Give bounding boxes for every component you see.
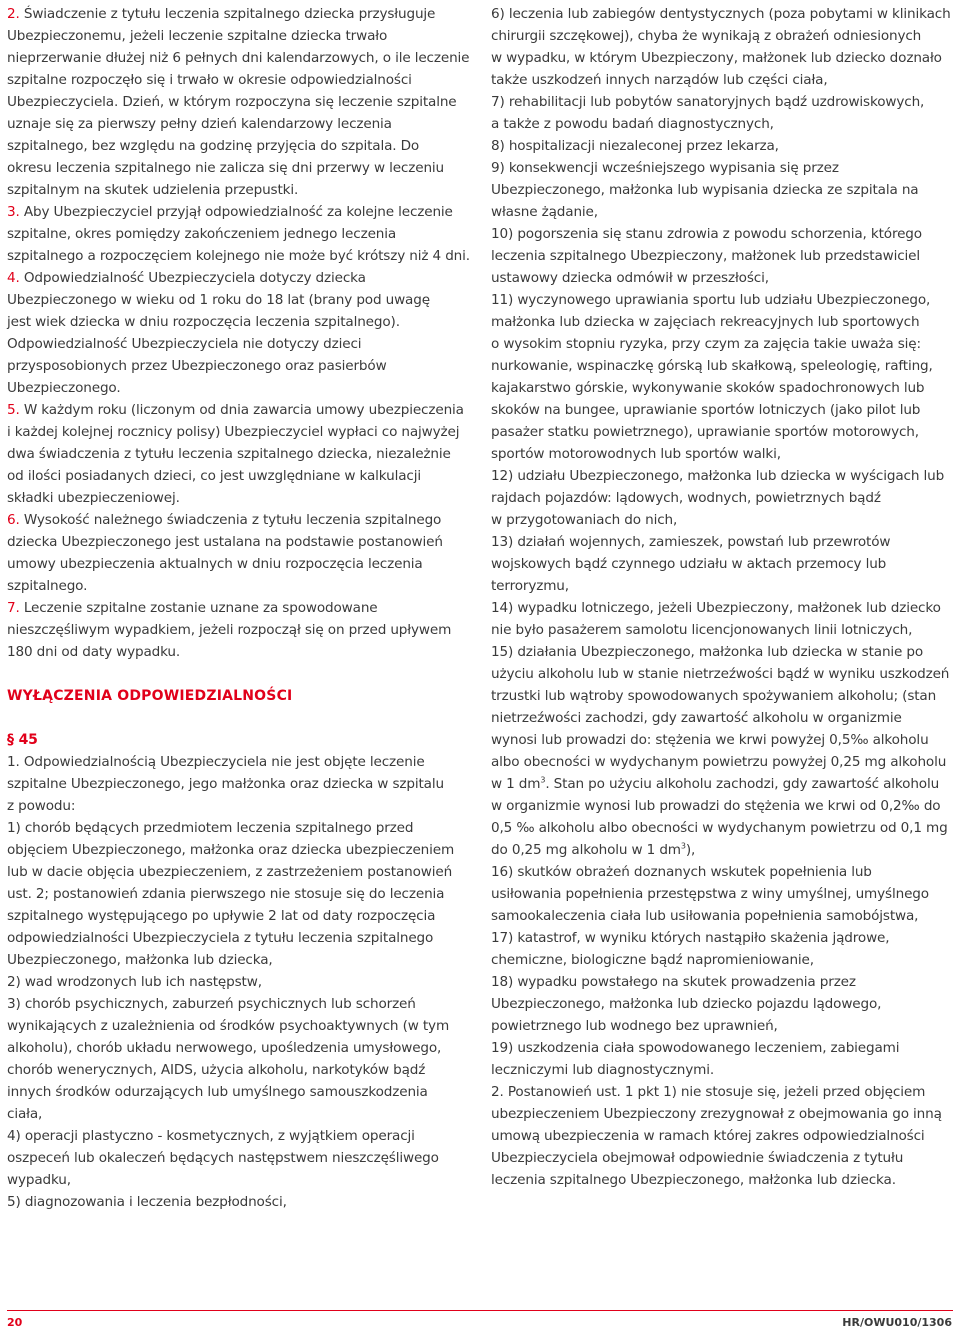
text-line: samookaleczenia ciała lub usiłowania popełnienia samobójstwa, — [491, 908, 919, 924]
superscript: 3 — [680, 841, 686, 851]
text-line: skoków na bungee, uprawianie sportów lotniczych (jako pilot lub — [491, 402, 921, 418]
text-line: także uszkodzeń innych narządów lub części ciała, — [491, 72, 828, 88]
left-column — [7, 3, 472, 1213]
text-line: Ubezpieczyciela. Dzień, w którym rozpoczyna się leczenie szpitalne — [7, 94, 457, 110]
text-line: ustawowy dziecka odmówił w przeszłości, — [491, 270, 769, 286]
text-line: Ubezpieczonego, małżonka lub dziecko pojazdu lądowego, — [491, 996, 882, 1012]
text-line: 6) leczenia lub zabiegów dentystycznych (poza pobytami w klinikach — [491, 6, 951, 22]
text-line: od ilości posiadanych dzieci, co jest uwzględniane w kalkulacji — [7, 468, 421, 484]
paragraph-number: 6. — [7, 512, 24, 528]
text-line: 18) wypadku powstałego na skutek prowadzenia przez — [491, 974, 856, 990]
text-line: leczenia szpitalnego Ubezpieczonego, małżonka lub dziecka. — [491, 1172, 896, 1188]
text-line: kajakarstwo górskie, wykonywanie skoków spadochronowych lub — [491, 380, 925, 396]
text-line: nie było pasażerem samolotu licencjonowanych linii lotniczych, — [491, 622, 913, 638]
text-line: 1) chorób będących przedmiotem leczenia szpitalnego przed — [7, 820, 414, 836]
text-line: ubezpieczeniem Ubezpieczony zrezygnował z obejmowania go inną — [491, 1106, 942, 1122]
text-line: trzustki lub wątroby spowodowanych spożywaniem alkoholu; (stan — [491, 688, 937, 704]
text-line: 13) działań wojennych, zamieszek, powstań lub przewrotów — [491, 534, 891, 550]
footer-rule — [7, 1310, 953, 1311]
text-line: 15) działania Ubezpieczonego, małżonka lub dziecka w stanie po — [491, 644, 924, 660]
text-line: Ubezpieczonego, małżonka lub dziecka, — [7, 952, 273, 968]
text-line: wojskowych bądź czynnego udziału w aktach przemocy lub — [491, 556, 887, 572]
spacer — [7, 663, 472, 685]
text-line: składki ubezpieczeniowej. — [7, 490, 180, 506]
text-line: 11) wyczynowego uprawiania sportu lub udziału Ubezpieczonego, — [491, 292, 931, 308]
text-line: 14) wypadku lotniczego, jeżeli Ubezpieczony, małżonek lub dziecko — [491, 600, 941, 616]
text-line: własne żądanie, — [491, 204, 598, 220]
text-line: alkoholu), chorób układu nerwowego, upośledzenia umysłowego, — [7, 1040, 442, 1056]
text-line: 1. Odpowiedzialnością Ubezpieczyciela nie jest objęte leczenie — [7, 754, 425, 770]
text-line: Ubezpieczonego, małżonka lub wypisania dziecka ze szpitala na — [491, 182, 919, 198]
text-line: nurkowanie, wspinaczkę górską lub skałkową, speleologię, rafting, — [491, 358, 933, 374]
text-line: dwa świadczenia z tytułu leczenia szpitalnego dziecka, niezależnie — [7, 446, 451, 462]
text-line: w wypadku, w którym Ubezpieczony, małżonek lub dziecko doznało — [491, 50, 942, 66]
text-line: szpitalnego, bez względu na godzinę przyjęcia do szpitala. Do — [7, 138, 420, 154]
text-line: nietrzeźwości zachodzi, gdy zawartość alkoholu w organizmie — [491, 710, 902, 726]
text-line: Odpowiedzialność Ubezpieczyciela nie dotyczy dzieci — [7, 336, 362, 352]
text-line: chirurgii szczękowej), chyba że wynikają z obrażeń odniesionych — [491, 28, 922, 44]
text-line: Ubezpieczyciela obejmował odpowiednie świadczenia z tytułu — [491, 1150, 904, 1166]
text-line: 0,5 ‰ alkoholu albo obecności w wydychanym powietrzu od 0,1 mg — [491, 820, 948, 836]
text-line: 4. Odpowiedzialność Ubezpieczyciela dotyczy dziecka — [7, 270, 366, 286]
text-line: Ubezpieczonego. — [7, 380, 121, 396]
text-line: szpitalnego a rozpoczęciem kolejnego nie może być krótszy niż 4 dni. — [7, 248, 470, 264]
text-line: 7. Leczenie szpitalne zostanie uznane za spowodowane — [7, 600, 378, 616]
text-line: objęciem Ubezpieczonego, małżonka oraz dziecka ubezpieczeniem — [7, 842, 455, 858]
text-line: innych środków odurzających lub umyślnego samouszkodzenia — [7, 1084, 428, 1100]
text-line: wynikających z uzależnienia od środków psychoaktywnych (w tym — [7, 1018, 450, 1034]
text-line: i każdej kolejnej rocznicy polisy) Ubezpieczyciel wypłaci co najwyżej — [7, 424, 460, 440]
text-line: 9) konsekwencji wcześniejszego wypisania się przez — [491, 160, 839, 176]
text-line: szpitalne, okres pomiędzy zakończeniem jednego leczenia — [7, 226, 397, 242]
text-line: 19) uszkodzenia ciała spowodowanego leczeniem, zabiegami — [491, 1040, 900, 1056]
right-column — [491, 3, 956, 1191]
text-line: chorób wenerycznych, AIDS, użycia alkoholu, narkotyków bądź — [7, 1062, 426, 1078]
text-line: terroryzmu, — [491, 578, 569, 594]
text-line: rajdach pojazdów: lądowych, wodnych, powietrznych bądź — [491, 490, 881, 506]
spacer — [7, 707, 472, 729]
paragraph-number: 2. — [7, 6, 24, 22]
text-line: 3. Aby Ubezpieczyciel przyjął odpowiedzialność za kolejne leczenie — [7, 204, 453, 220]
text-line: dziecka Ubezpieczonego jest ustalana na podstawie postanowień — [7, 534, 443, 550]
text-line: nieprzerwanie dłużej niż 6 pełnych dni kalendarzowych, o ile leczenie — [7, 50, 470, 66]
text-line: szpitalnego. — [7, 578, 88, 594]
text-line: umową ubezpieczenia w ramach której zakres odpowiedzialności — [491, 1128, 925, 1144]
text-line: uznaje się za pierwszy pełny dzień kalendarzowy leczenia — [7, 116, 392, 132]
document-code: HR/OWU010/1306 — [842, 1316, 952, 1329]
text-line: 180 dni od daty wypadku. — [7, 644, 181, 660]
text-line: 5) diagnozowania i leczenia bezpłodności, — [7, 1194, 287, 1210]
text-line: 7) rehabilitacji lub pobytów sanatoryjnych bądź uzdrowiskowych, — [491, 94, 925, 110]
text-line: przysposobionych przez Ubezpieczonego oraz pasierbów — [7, 358, 387, 374]
text-line: chemiczne, biologiczne bądź napromieniowanie, — [491, 952, 814, 968]
text-line: odpowiedzialności Ubezpieczyciela z tytułu leczenia szpitalnego — [7, 930, 434, 946]
text-line: nieszczęśliwym wypadkiem, jeżeli rozpoczął się on przed upływem — [7, 622, 452, 638]
text-line: małżonka lub dziecka w zajęciach rekreacyjnych lub sportowych — [491, 314, 920, 330]
text-line: umowy ubezpieczenia aktualnych w dniu rozpoczęcia leczenia — [7, 556, 423, 572]
paragraph-number: 4. — [7, 270, 24, 286]
text-line: okresu leczenia szpitalnego nie zalicza się dni przerwy w leczeniu — [7, 160, 445, 176]
section-heading: WYŁĄCZENIA ODPOWIEDZIALNOŚCI — [7, 688, 293, 704]
text-line: 17) katastrof, w wyniku których nastąpiło skażenia jądrowe, — [491, 930, 890, 946]
text-line: lub w dacie objęcia ubezpieczeniem, z zastrzeżeniem postanowień — [7, 864, 453, 880]
paragraph-symbol: § 45 — [7, 732, 38, 748]
text-line: o wysokim stopniu ryzyka, przy czym za zajęcia takie uważa się: — [491, 336, 921, 352]
text-line: w organizmie wynosi lub prowadzi do stężenia we krwi od 0,2‰ do — [491, 798, 941, 814]
text-line: z powodu: — [7, 798, 76, 814]
text-line: szpitalne Ubezpieczonego, jego małżonka oraz dziecka w szpitalu — [7, 776, 444, 792]
text-line: szpitalnego występującego po upływie 2 lat od daty rozpoczęcia — [7, 908, 436, 924]
text-line: 6. Wysokość należnego świadczenia z tytułu leczenia szpitalnego — [7, 512, 442, 528]
paragraph-number: 5. — [7, 402, 24, 418]
text-line: 10) pogorszenia się stanu zdrowia z powodu schorzenia, którego — [491, 226, 922, 242]
text-line: szpitalne rozpoczęło się i trwało w okresie odpowiedzialności — [7, 72, 412, 88]
paragraph-number: 3. — [7, 204, 24, 220]
paragraph-number: 7. — [7, 600, 24, 616]
text-line: leczniczymi lub diagnostycznymi. — [491, 1062, 715, 1078]
text-line: 12) udziału Ubezpieczonego, małżonka lub dziecka w wyścigach lub — [491, 468, 945, 484]
text-line: 3) chorób psychicznych, zaburzeń psychicznych lub schorzeń — [7, 996, 416, 1012]
text-line: Ubezpieczonemu, jeżeli leczenie szpitalne dziecka trwało — [7, 28, 388, 44]
text-line: powietrznego lub wodnego bez uprawnień, — [491, 1018, 778, 1034]
text-line: leczenia szpitalnego Ubezpieczony, małżonek lub przedstawiciel — [491, 248, 921, 264]
text-line: w 1 $dm^3$. Stan po użyciu alkoholu zachodzi, gdy zawartość alkoholu — [491, 775, 940, 792]
page-number: 20 — [7, 1316, 23, 1329]
text-line: ciała, — [7, 1106, 43, 1122]
text-line: 8) hospitalizacji niezaleconej przez lekarza, — [491, 138, 779, 154]
text-line: jest wiek dziecka w dniu rozpoczęcia leczenia szpitalnego). — [7, 314, 400, 330]
text-line: a także z powodu badań diagnostycznych, — [491, 116, 774, 132]
text-line: 16) skutków obrażeń doznanych wskutek popełnienia lub — [491, 864, 872, 880]
text-line: albo obecności w wydychanym powietrzu powyżej 0,25 mg alkoholu — [491, 754, 947, 770]
text-line: pasażer statku powietrznego), uprawianie sportów motorowych, — [491, 424, 919, 440]
text-line: użyciu alkoholu lub w stanie nietrzeźwości bądź w wyniku uszkodzeń — [491, 666, 950, 682]
text-line: ust. 2; postanowień zdania pierwszego nie stosuje się do leczenia — [7, 886, 445, 902]
text-line: oszpeceń lub okaleczeń będących następstwem nieszczęśliwego — [7, 1150, 439, 1166]
text-line: 4) operacji plastyczno - kosmetycznych, z wyjątkiem operacji — [7, 1128, 415, 1144]
text-line: 2) wad wrodzonych lub ich następstw, — [7, 974, 262, 990]
text-line: 5. W każdym roku (liczonym od dnia zawarcia umowy ubezpieczenia — [7, 402, 464, 418]
text-line: sportów motorowodnych lub sportów walki, — [491, 446, 781, 462]
text-line: wypadku, — [7, 1172, 71, 1188]
text-line: Ubezpieczonego w wieku od 1 roku do 18 lat (brany pod uwagę — [7, 292, 430, 308]
text-line: do 0,25 mg alkoholu w 1 $dm^3$), — [491, 841, 696, 858]
text-line: usiłowania popełnienia przestępstwa z winy umyślnej, umyślnego — [491, 886, 929, 902]
text-line: 2. Postanowień ust. 1 pkt 1) nie stosuje się, jeżeli przed objęciem — [491, 1084, 926, 1100]
text-line: 2. Świadczenie z tytułu leczenia szpitalnego dziecka przysługuje — [7, 6, 436, 22]
text-line: w przygotowaniach do nich, — [491, 512, 678, 528]
text-line: wynosi lub prowadzi do: stężenia we krwi powyżej 0,5‰ alkoholu — [491, 732, 929, 748]
superscript: 3 — [540, 775, 546, 785]
text-line: szpitalnym na skutek udzielenia przepustki. — [7, 182, 299, 198]
